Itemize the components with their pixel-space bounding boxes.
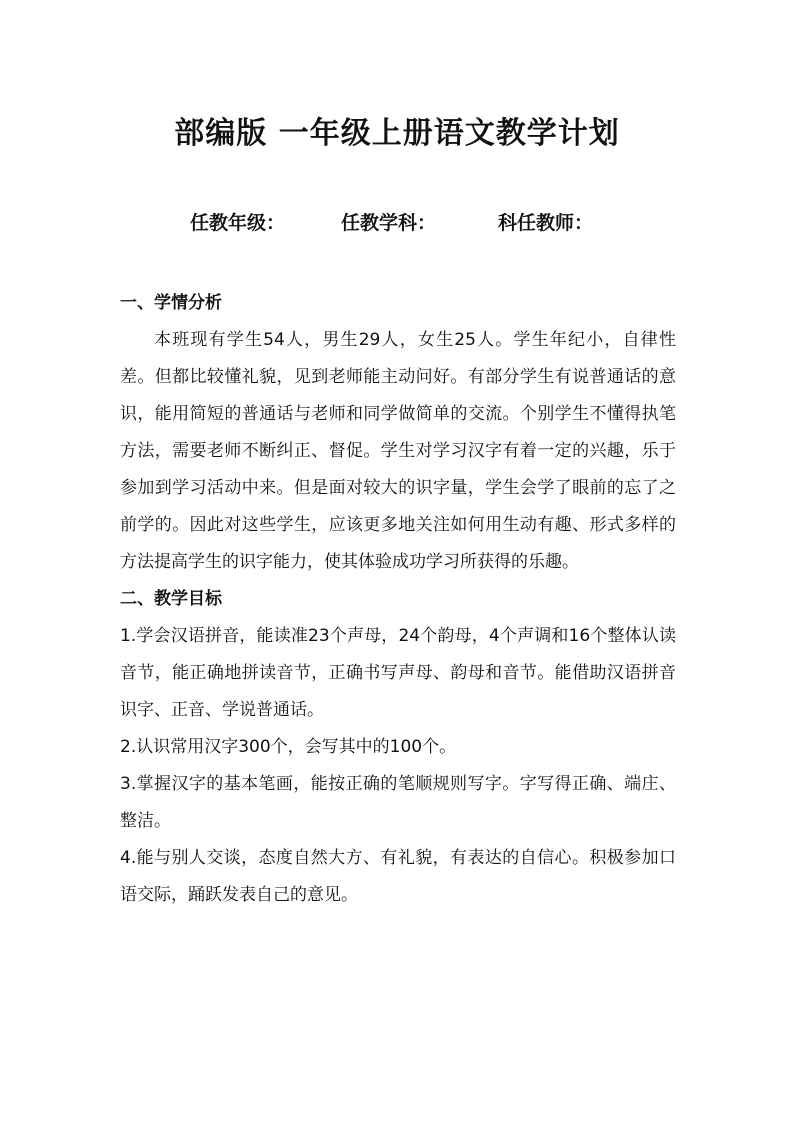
goal-item-4: 4.能与别人交谈，态度自然大方、有礼貌，有表达的自信心。积极参加口语交际，踊跃发表自己的意见。 bbox=[120, 848, 676, 905]
document-body bbox=[120, 285, 676, 914]
student-analysis-paragraph: 本班现有学生54人，男生29人，女生25人。学生年纪小，自律性差。但都比较懂礼貌，见到老师能主动问好。有部分学生有说普通话的意识，能用简短的普通话与老师和同学做简单的交流。个别学生不懂得执笔方法，需要老师不断纠正、督促。学生对学习汉字有着一定的兴趣，乐于参加到学习活动中来。但是面对较大的识字量，学生会学了眼前的忘了之前学的。因此对这些学生，应该更多地关注如何用生动有趣、形式多样的方法提高学生的识字能力，使其体验成功学习所获得的乐趣。 bbox=[120, 330, 676, 572]
section-heading-teaching-goals: 二、教学目标 bbox=[120, 589, 222, 609]
subject-label: 任教学科： bbox=[341, 212, 437, 234]
goal-item-3: 3.掌握汉字的基本笔画，能按正确的笔顺规则写字。字写得正确、端庄、整洁。 bbox=[120, 774, 676, 831]
teacher-label: 科任教师： bbox=[498, 212, 594, 234]
goal-item-1: 1.学会汉语拼音，能读准23个声母，24个韵母，4个声调和16个整体认读音节，能正确地拼读音节，正确书写声母、韵母和音节。能借助汉语拼音识字、正音、学说普通话。 bbox=[120, 626, 676, 720]
teacher-info-line bbox=[0, 204, 794, 238]
document-title: 部编版 一年级上册语文教学计划 bbox=[174, 116, 620, 151]
section-heading-student-analysis: 一、学情分析 bbox=[120, 293, 222, 313]
grade-label: 任教年级： bbox=[190, 212, 286, 234]
goal-item-2: 2.认识常用汉字300个，会写其中的100个。 bbox=[120, 737, 457, 757]
